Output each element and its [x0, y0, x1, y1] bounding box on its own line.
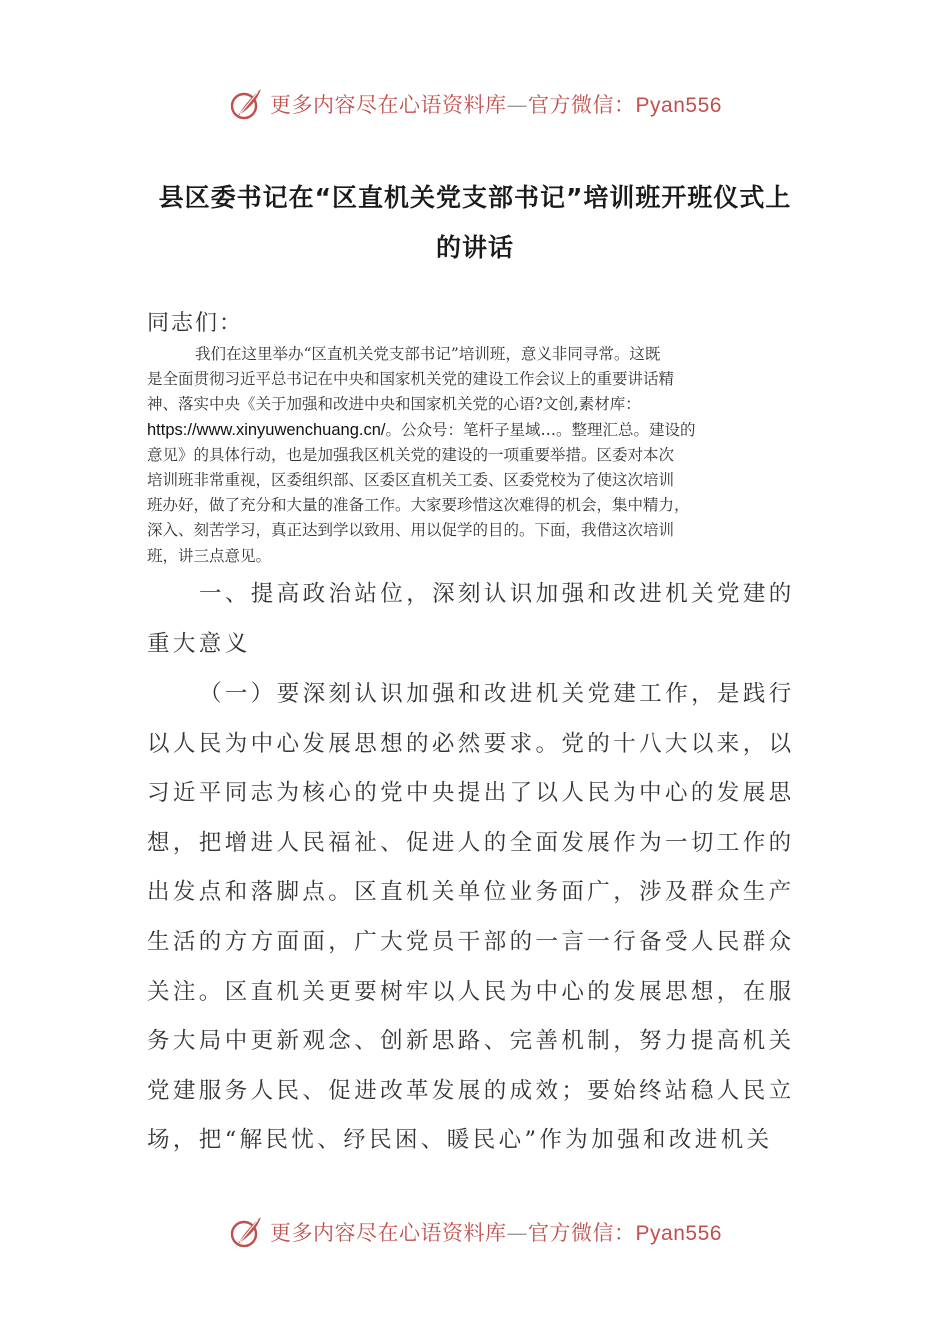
- banner-text: [270, 1217, 722, 1247]
- section-heading-line: 一、提高政治站位，深刻认识加强和改进机关党建的: [199, 581, 795, 607]
- header-watermark-banner: [0, 80, 950, 128]
- footer-watermark-banner: [0, 1208, 950, 1256]
- source-url-link[interactable]: https://www.xinyuwenchuang.cn/: [147, 420, 386, 439]
- banner-text: [270, 89, 722, 119]
- body-line: 习近平同志为核心的党中央提出了以人民为中心的发展思: [147, 780, 795, 807]
- intro-line: 意见》的具体行动，也是加强我区机关党的建设的一项重要举措。区委对本次: [147, 445, 675, 464]
- document-title-line-1: 县区委书记在“区直机关党支部书记”培训班开班仪式上: [158, 183, 792, 212]
- section-heading-line: 重大意义: [147, 630, 251, 657]
- intro-line: 是全面贯彻习近平总书记在中央和国家机关党的建设工作会议上的重要讲话精: [147, 370, 675, 389]
- body-paragraph: [147, 670, 807, 1166]
- banner-dash: —: [506, 93, 529, 117]
- greeting: 同志们：: [147, 311, 244, 336]
- body-line: （一）要深刻认识加强和改进机关党建工作，是践行: [199, 681, 795, 707]
- intro-line: 班办好，做了充分和大量的准备工作。大家要珍惜这次难得的机会，集中精力，: [147, 496, 690, 515]
- intro-line: 神、落实中央《关于加强和改进中央和国家机关党的心语?文创,素材库：: [147, 395, 641, 414]
- intro-line: 班，讲三点意见。: [147, 546, 272, 565]
- feather-pen-logo-icon: [228, 1214, 264, 1250]
- body-line: 场，把“解民忧、纾民困、暖民心”作为加强和改进机关: [147, 1127, 773, 1154]
- body-line: 务大局中更新观念、创新思路、完善机制，努力提高机关: [147, 1028, 795, 1055]
- banner-main-text: 更多内容尽在心语资料库: [270, 1221, 507, 1245]
- body-line: 想，把增进人民福祉、促进人的全面发展作为一切工作的: [147, 829, 795, 856]
- document-title-line-2: 的讲话: [435, 233, 514, 262]
- body-line: 关注。区直机关更要树牢以人民为中心的发展思想，在服: [147, 978, 795, 1005]
- body-line: 生活的方方面面，广大党员干部的一言一行备受人民群众: [147, 928, 795, 955]
- body-line: 以人民为中心发展思想的必然要求。党的十八大以来，以: [147, 730, 795, 757]
- banner-main-text: 更多内容尽在心语资料库: [270, 93, 507, 117]
- section-heading-1: [147, 570, 807, 669]
- banner-wechat-id: Pyan556: [635, 94, 722, 117]
- banner-wechat-id: Pyan556: [635, 1222, 722, 1245]
- intro-line: 我们在这里举办“区直机关党支部书记”培训班，意义非同寻常。这既: [195, 345, 661, 363]
- intro-line-tail: 。公众号：笔杆子星域…。整理汇总。建设的: [385, 420, 696, 439]
- intro-line: 培训班非常重视，区委组织部、区委区直机关工委、区委党校为了使这次培训: [147, 471, 675, 490]
- banner-contact-label: 官方微信：: [528, 1221, 636, 1245]
- intro-line: 深入、刻苦学习，真正达到学以致用、用以促学的目的。下面，我借这次培训: [147, 521, 675, 540]
- banner-dash: —: [506, 1221, 529, 1245]
- intro-paragraph: [147, 342, 807, 569]
- body-line: 党建服务人民、促进改革发展的成效；要始终站稳人民立: [147, 1077, 795, 1104]
- banner-contact-label: 官方微信：: [528, 93, 636, 117]
- feather-pen-logo-icon: [228, 86, 264, 122]
- body-line: 出发点和落脚点。区直机关单位业务面广，涉及群众生产: [147, 879, 795, 906]
- intro-line-with-link: [147, 418, 807, 443]
